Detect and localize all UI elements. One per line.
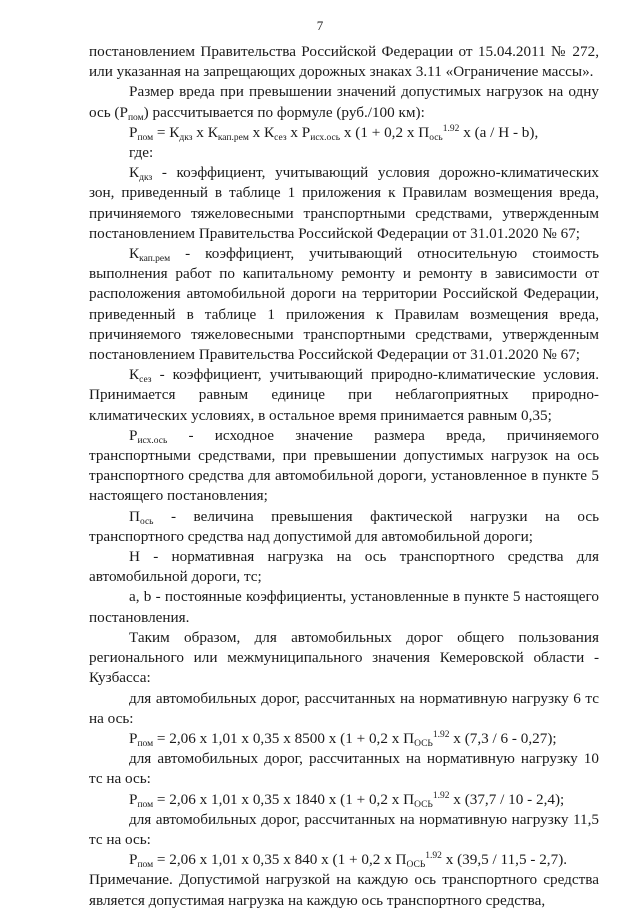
definition-h: Н - нормативная нагрузка на ось транспортного средства для автомобильной дороги, тс; xyxy=(89,548,599,586)
definition-ksez: $К_{сез}$ - коэффициент, учитывающий природно-климатические условия. Принимается равным единице при неблагоприятных природно-климатических условиях, в остальное время принимается равным 0,35; xyxy=(89,366,599,424)
document-body xyxy=(89,42,599,911)
formula-10ts: $Р_{пом} = 2,06$ х 1,01 х 0,35 х 1840 х (1 + 0,2 х $П_{ОСЬ}^{1.92}$ х (37,7 / 10 - 2,4); xyxy=(129,790,565,810)
formula-6ts: $Р_{пом} = 2,06$ х 1,01 х 0,35 х 8500 х (1 + 0,2 х $П_{ОСЬ}^{1.92}$ х (7,3 / 6 - 0,27); xyxy=(129,729,557,749)
formula-11-5ts: $Р_{пом} = 2,06$ х 1,01 х 0,35 х 840 х (1 + 0,2 х $П_{ОСЬ}^{1.92}$ х (39,5 / 11,5 - 2,7). xyxy=(129,851,568,871)
definition-rishos: $Р_{исх.ось}$ - исходное значение размера вреда, причиняемого транспортными средствами, при превышении допустимых нагрузок на ось транспортного средства для автомобильной дороги, установленное в пункте 5 настоящего постановления; xyxy=(89,426,599,505)
where-label: где: xyxy=(129,144,154,162)
page-number: 7 xyxy=(316,18,324,33)
definition-kkaprem: $К_{кап.рем}$ - коэффициент, учитывающий относительную стоимость выполнения работ по капитальному ремонту и ремонту в зависимости от расположения автомобильной дороги на территории Российской Федерации, приведенный в таблице 1 приложения к Правилам возмещения вреда, причиняемого тяжеловесными транспортными средствами, утвержденным постановлением Правительства Российской Федерации от 31.01.2020 № 67; xyxy=(89,245,599,364)
paragraph-note: Примечание. Допустимой нагрузкой на каждую ось транспортного средства является допустимая нагрузка на каждую ось транспортного средства, xyxy=(89,871,599,909)
paragraph-thus: Таким образом, для автомобильных дорог общего пользования регионального или межмуниципального значения Кемеровской области - Кузбасса: xyxy=(89,628,599,687)
paragraph-resolution-ref: постановлением Правительства Российской Федерации от 15.04.2011 № 272, или указанная на запрещающих дорожных знаках 3.11 «Ограничение массы». xyxy=(89,43,599,81)
definition-ab: a, b - постоянные коэффициенты, установленные в пункте 5 настоящего постановления. xyxy=(89,588,599,626)
main-formula: $Р_{пом} = К_{дкз}$ х $К_{кап.рем}$ х $К_{сез}$ х $Р_{исх.ось}$ х (1 + 0,2 х $П_{ось}^{1.92}$ х (а / Н - b), xyxy=(129,123,539,143)
case-10ts: для автомобильных дорог, рассчитанных на нормативную нагрузку 10 тс на ось: xyxy=(89,750,599,788)
definition-kdkz: $К_{дкз}$ - коэффициент, учитывающий условия дорожно-климатических зон, приведенный в таблице 1 приложения к Правилам возмещения вреда, причиняемого тяжеловесными транспортными средствами, утвержденным постановлением Правительства Российской Федерации от 31.01.2020 № 67; xyxy=(89,164,599,242)
paragraph-damage-size: Размер вреда при превышении значений допустимых нагрузок на одну ось $(Р_{пом})$ рассчитывается по формуле (руб./100 км): xyxy=(89,83,599,123)
case-11-5ts: для автомобильных дорог, рассчитанных на нормативную нагрузку 11,5 тс на ось: xyxy=(89,810,599,848)
definition-pos: $П_{ось}$ - величина превышения фактической нагрузки на ось транспортного средства над допустимой для автомобильной дороги; xyxy=(89,507,599,545)
case-6ts: для автомобильных дорог, рассчитанных на нормативную нагрузку 6 тс на ось: xyxy=(89,689,599,727)
